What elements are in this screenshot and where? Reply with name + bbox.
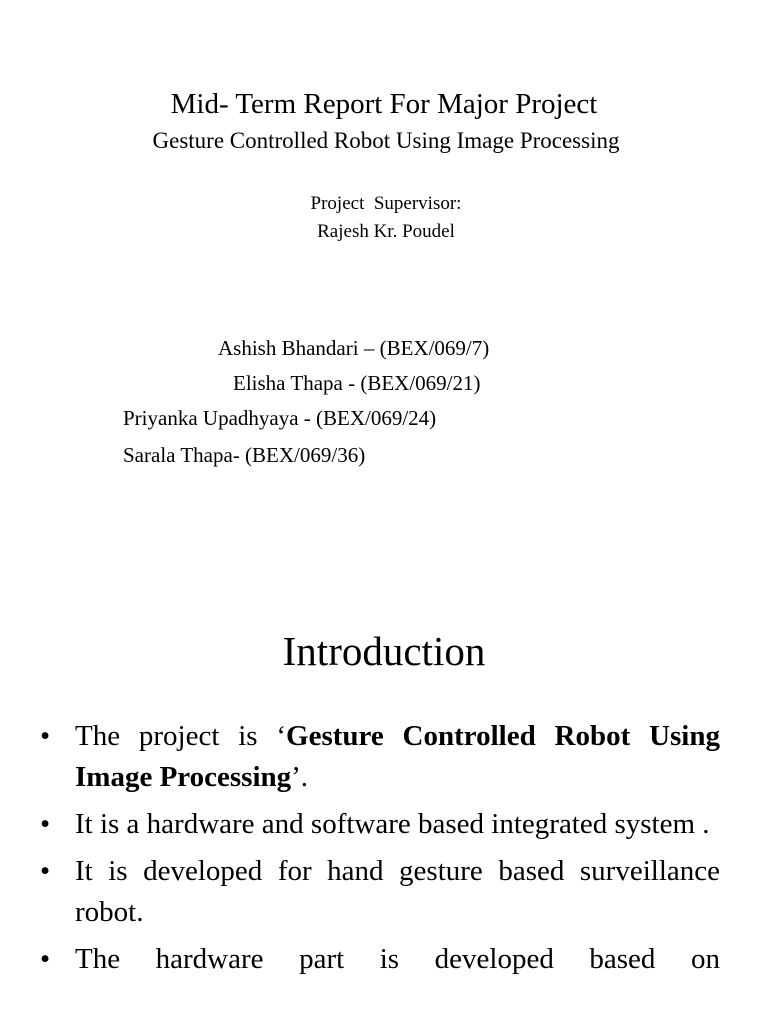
supervisor-label: Project Supervisor: [310,193,462,214]
bullet-text-before: The project is ‘ [75,720,287,752]
bullet-text: It is developed for hand gesture based surveillance robot. [75,855,720,928]
bullet-icon: • [40,943,51,975]
bullet-item [40,851,720,933]
bullet-icon: • [40,720,51,752]
team-member: Priyanka Upadhyaya - (BEX/069/24) [123,406,437,430]
supervisor-name: Rajesh Kr. Poudel [317,221,455,242]
bullet-item [40,939,720,980]
bullet-icon: • [40,808,51,840]
introduction-heading: Introduction [282,628,486,674]
bullet-text-bold: Gesture Controlled Robot Using Image Processing [75,720,720,793]
team-member: Elisha Thapa - (BEX/069/21) [233,371,481,395]
bullet-text-after: ’. [291,761,309,793]
bullet-text: It is a hardware and software based integrated system . [75,808,710,840]
introduction-bullet-list [40,716,720,986]
bullet-item [40,716,720,798]
bullet-text: The hardware part is developed based on [75,943,720,975]
bullet-item [40,804,720,845]
report-title: Mid- Term Report For Major Project [170,88,598,120]
team-member: Sarala Thapa- (BEX/069/36) [123,443,366,467]
project-subtitle: Gesture Controlled Robot Using Image Processing [152,128,620,153]
team-member: Ashish Bhandari – (BEX/069/7) [218,336,490,360]
bullet-icon: • [40,855,51,887]
